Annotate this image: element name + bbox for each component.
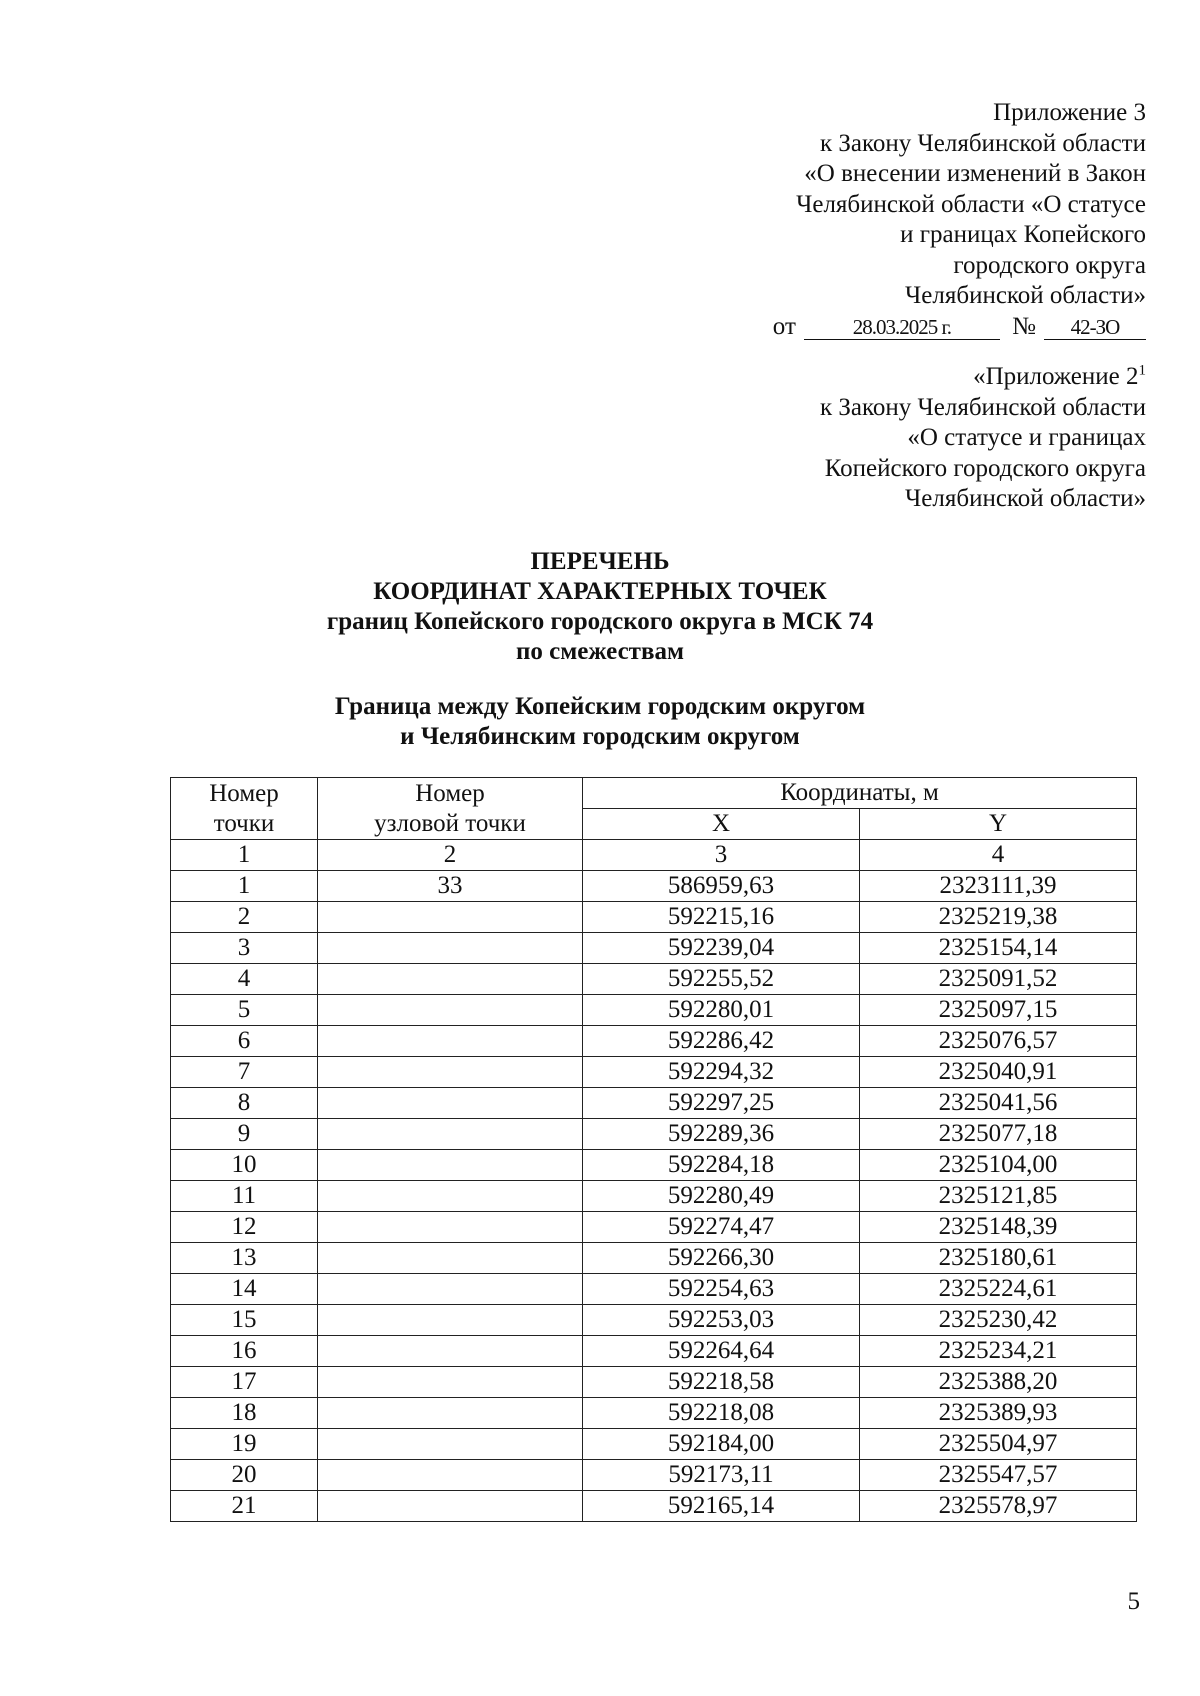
x-coordinate-cell: 592280,01: [583, 995, 860, 1026]
x-coordinate-cell: 592218,08: [583, 1398, 860, 1429]
column-number: 1: [171, 840, 318, 871]
node-number-cell: [318, 933, 583, 964]
x-coordinate-cell: 592184,00: [583, 1429, 860, 1460]
law-date-number-line: [773, 312, 1146, 343]
annex-line: «О статусе и границах: [907, 424, 1146, 451]
annex-original-block: [820, 362, 1146, 515]
annex-line: «О внесении изменений в Закон: [804, 160, 1146, 187]
table-row: [171, 933, 1137, 964]
title-line: ПЕРЕЧЕНЬ: [530, 548, 670, 575]
point-number-cell: 7: [171, 1057, 318, 1088]
x-coordinate-cell: 592264,64: [583, 1336, 860, 1367]
node-number-cell: [318, 1367, 583, 1398]
header-text: точки: [213, 809, 275, 837]
y-coordinate-cell: 2325104,00: [860, 1150, 1137, 1181]
table-row: [171, 1057, 1137, 1088]
node-number-cell: [318, 1429, 583, 1460]
header-text: Номер: [415, 779, 485, 807]
subtitle-line: и Челябинским городским округом: [400, 723, 800, 750]
page-number: 5: [1127, 1588, 1140, 1615]
x-coordinate-cell: 592286,42: [583, 1026, 860, 1057]
y-coordinate-cell: 2325076,57: [860, 1026, 1137, 1057]
subtitle-line: Граница между Копейским городским округом: [334, 693, 866, 720]
coordinates-table: [170, 777, 1137, 1522]
node-number-cell: [318, 1026, 583, 1057]
y-coordinate-cell: 2325547,57: [860, 1460, 1137, 1491]
point-number-cell: 11: [171, 1181, 318, 1212]
table-row: [171, 1460, 1137, 1491]
point-number-cell: 9: [171, 1119, 318, 1150]
y-coordinate-cell: 2325388,20: [860, 1367, 1137, 1398]
node-number-cell: [318, 1119, 583, 1150]
x-coordinate-cell: 592239,04: [583, 933, 860, 964]
table-row: [171, 871, 1137, 902]
y-coordinate-cell: 2325230,42: [860, 1305, 1137, 1336]
law-number-value: 42-ЗО: [1044, 315, 1146, 340]
column-number-row: [171, 840, 1137, 871]
table-row: [171, 1429, 1137, 1460]
point-number-cell: 12: [171, 1212, 318, 1243]
y-coordinate-cell: 2325234,21: [860, 1336, 1137, 1367]
point-number-cell: 21: [171, 1491, 318, 1522]
point-number-cell: 6: [171, 1026, 318, 1057]
annex-line: Челябинской области»: [905, 282, 1146, 309]
annex-line: и границах Копейского: [900, 221, 1146, 248]
column-number: 3: [583, 840, 860, 871]
annex-line: [820, 362, 1146, 393]
x-coordinate-cell: 592297,25: [583, 1088, 860, 1119]
number-prefix: №: [1012, 312, 1036, 340]
annex-first-line-text: «Приложение 2: [973, 363, 1139, 390]
point-number-cell: 19: [171, 1429, 318, 1460]
y-coordinate-cell: 2325154,14: [860, 933, 1137, 964]
annex-line: к Закону Челябинской области: [820, 393, 1146, 421]
y-coordinate-cell: 2325219,38: [860, 902, 1137, 933]
x-coordinate-cell: 592254,63: [583, 1274, 860, 1305]
table-row: [171, 1367, 1137, 1398]
x-coordinate-cell: 592284,18: [583, 1150, 860, 1181]
y-coordinate-cell: 2325224,61: [860, 1274, 1137, 1305]
node-number-cell: [318, 1088, 583, 1119]
x-coordinate-cell: 592215,16: [583, 902, 860, 933]
node-number-cell: [318, 964, 583, 995]
x-coordinate-cell: 592280,49: [583, 1181, 860, 1212]
table-row: [171, 902, 1137, 933]
node-number-cell: [318, 1057, 583, 1088]
point-number-cell: 16: [171, 1336, 318, 1367]
point-number-cell: 14: [171, 1274, 318, 1305]
column-number: 2: [318, 840, 583, 871]
node-number-cell: [318, 1243, 583, 1274]
node-number-cell: 33: [318, 871, 583, 902]
annex-superscript: 1: [1138, 362, 1146, 379]
y-coordinate-cell: 2325121,85: [860, 1181, 1137, 1212]
point-number-cell: 17: [171, 1367, 318, 1398]
annex-line: Челябинской области «О статусе: [796, 190, 1146, 218]
x-coordinate-cell: 592266,30: [583, 1243, 860, 1274]
node-number-cell: [318, 902, 583, 933]
point-number-cell: 15: [171, 1305, 318, 1336]
node-number-cell: [318, 1305, 583, 1336]
y-coordinate-cell: 2325180,61: [860, 1243, 1137, 1274]
annex-line: городского округа: [953, 251, 1146, 279]
y-coordinate-cell: 2325040,91: [860, 1057, 1137, 1088]
header-x: X: [583, 809, 860, 840]
header-point-number: [171, 778, 318, 840]
table-row: [171, 1336, 1137, 1367]
header-text: узловой точки: [374, 809, 526, 837]
x-coordinate-cell: 592218,58: [583, 1367, 860, 1398]
point-number-cell: 3: [171, 933, 318, 964]
annex-line: Копейского городского округа: [824, 454, 1146, 482]
node-number-cell: [318, 1398, 583, 1429]
point-number-cell: 18: [171, 1398, 318, 1429]
table-row: [171, 1088, 1137, 1119]
annex-line: Приложение 3: [993, 99, 1146, 126]
node-number-cell: [318, 1491, 583, 1522]
table-row: [171, 995, 1137, 1026]
y-coordinate-cell: 2325041,56: [860, 1088, 1137, 1119]
section-subtitle: [150, 692, 1050, 752]
y-coordinate-cell: 2323111,39: [860, 871, 1137, 902]
node-number-cell: [318, 1212, 583, 1243]
node-number-cell: [318, 1150, 583, 1181]
x-coordinate-cell: 592253,03: [583, 1305, 860, 1336]
x-coordinate-cell: 592173,11: [583, 1460, 860, 1491]
node-number-cell: [318, 995, 583, 1026]
y-coordinate-cell: 2325389,93: [860, 1398, 1137, 1429]
header-coordinates: Координаты, м: [583, 778, 1137, 809]
x-coordinate-cell: 592274,47: [583, 1212, 860, 1243]
point-number-cell: 1: [171, 871, 318, 902]
table-row: [171, 1150, 1137, 1181]
header-text: Номер: [209, 779, 279, 807]
table-row: [171, 1212, 1137, 1243]
node-number-cell: [318, 1181, 583, 1212]
law-date-value: 28.03.2025 г.: [804, 315, 1000, 340]
point-number-cell: 8: [171, 1088, 318, 1119]
header-node-number: [318, 778, 583, 840]
coordinates-table-body: [171, 871, 1137, 1522]
x-coordinate-cell: 586959,63: [583, 871, 860, 902]
title-line: по смежествам: [516, 638, 684, 665]
x-coordinate-cell: 592165,14: [583, 1491, 860, 1522]
table-row: [171, 1243, 1137, 1274]
node-number-cell: [318, 1460, 583, 1491]
y-coordinate-cell: 2325097,15: [860, 995, 1137, 1026]
y-coordinate-cell: 2325578,97: [860, 1491, 1137, 1522]
point-number-cell: 20: [171, 1460, 318, 1491]
table-row: [171, 1026, 1137, 1057]
table-row: [171, 1274, 1137, 1305]
y-coordinate-cell: 2325077,18: [860, 1119, 1137, 1150]
header-y: Y: [860, 809, 1137, 840]
x-coordinate-cell: 592294,32: [583, 1057, 860, 1088]
annex-line: Челябинской области»: [905, 485, 1146, 512]
y-coordinate-cell: 2325148,39: [860, 1212, 1137, 1243]
point-number-cell: 13: [171, 1243, 318, 1274]
table-row: [171, 1305, 1137, 1336]
document-title: [150, 547, 1050, 667]
node-number-cell: [318, 1274, 583, 1305]
point-number-cell: 2: [171, 902, 318, 933]
point-number-cell: 4: [171, 964, 318, 995]
date-prefix: от: [772, 312, 796, 340]
annex-line: к Закону Челябинской области: [820, 129, 1146, 157]
title-line: КООРДИНАТ ХАРАКТЕРНЫХ ТОЧЕК: [373, 578, 827, 605]
table-row: [171, 1398, 1137, 1429]
node-number-cell: [318, 1336, 583, 1367]
annex-reference-block: [773, 98, 1146, 342]
x-coordinate-cell: 592255,52: [583, 964, 860, 995]
title-line: границ Копейского городского округа в МСК 74: [326, 608, 874, 635]
point-number-cell: 10: [171, 1150, 318, 1181]
y-coordinate-cell: 2325091,52: [860, 964, 1137, 995]
table-header-row: [171, 778, 1137, 809]
table-row: [171, 1119, 1137, 1150]
y-coordinate-cell: 2325504,97: [860, 1429, 1137, 1460]
column-number: 4: [860, 840, 1137, 871]
table-row: [171, 1491, 1137, 1522]
x-coordinate-cell: 592289,36: [583, 1119, 860, 1150]
table-row: [171, 1181, 1137, 1212]
table-row: [171, 964, 1137, 995]
point-number-cell: 5: [171, 995, 318, 1026]
